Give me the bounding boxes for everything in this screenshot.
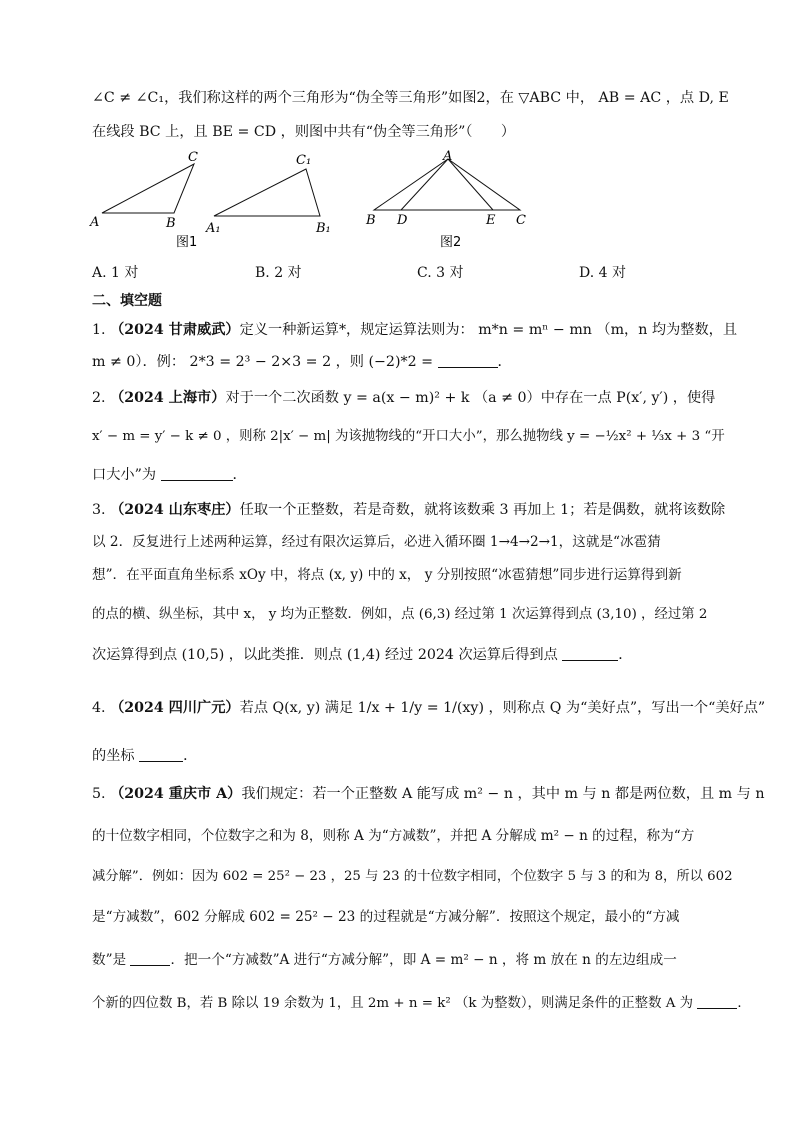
question-2-line-1 — [92, 388, 716, 408]
question-3-line-1 — [92, 500, 726, 520]
question-1-text-2: m ≠ 0）．例： 2*3 = 2³ − 2×3 = 2 ，则 (−2)*2 = — [92, 354, 433, 370]
question-5-line-6 — [92, 993, 751, 1014]
question-2-answer-blank[interactable] — [161, 465, 233, 481]
question-3-text-6: ． — [618, 647, 633, 663]
triangle-figures-svg — [88, 148, 548, 258]
question-1-text-3: ． — [497, 354, 512, 370]
segment-ae — [448, 159, 493, 210]
question-1-line-2 — [92, 352, 712, 372]
question-1-text-1: 定义一种新运算*，规定运算法则为： m*n = mⁿ − mn （m，n 均为整数，且 — [239, 322, 738, 338]
question-2-text-3: 口大小”为 — [92, 467, 157, 483]
question-3-number: 3. — [92, 502, 106, 518]
question-3-line-3: 想”．在平面直角坐标系 xOy 中，将点 (x, y) 中的 x， y 分别按照“冰雹猜想”同步进行运算得到新 — [92, 567, 682, 583]
question-2-text-2: x′ − m = y′ − k ≠ 0 ，则称 2|x′ − m| 为该抛物线的“开口大小”，那么抛物线 y = −½x² + ⅓x + 3 “开 — [92, 429, 725, 444]
question-2-text-4: ． — [232, 467, 247, 483]
fig1-caption: 图1 — [176, 235, 198, 250]
fig1-label-A: A — [90, 215, 100, 230]
question-5-text-7: 个新的四位数 B，若 B 除以 19 余数为 1，且 2m + n = k² （k 为整数），则满足条件的正整数 A 为 — [92, 996, 694, 1011]
question-4-text-2: 的坐标 — [92, 748, 135, 764]
question-5-line-3: 减分解”．例如：因为 602 = 25² − 23 ，25 与 23 的十位数字相同，个位数字 5 与 3 的和为 8，所以 602 — [92, 869, 733, 884]
triangle-abc — [102, 164, 194, 213]
fig1b-label-B1: B₁ — [316, 221, 331, 236]
question-3-line-2: 以 2．反复进行上述两种运算，经过有限次运算后，必进入循环圈 1→4→2→1，这就是“冰雹猜 — [92, 534, 661, 550]
question-5-number: 5. — [92, 786, 106, 802]
fig1-label-C: C — [188, 150, 198, 165]
question-3-text-1: 任取一个正整数，若是奇数，就将该数乘 3 再加上 1；若是偶数，就将该数除 — [239, 502, 726, 518]
question-5-line-2: 的十位数字相同，个位数字之和为 8，则称 A 为“方减数”，并把 A 分解成 m² − n 的过程，称为“方 — [92, 828, 695, 844]
question-5-text-6: ．把一个“方减数”A 进行“方减分解”，即 A = m² − n ，将 m 放在 n 的左边组成一 — [170, 952, 677, 968]
option-d[interactable]: D. 4 对 — [579, 265, 626, 281]
fig2-label-C: C — [516, 213, 526, 228]
question-5-answer-blank-2[interactable] — [697, 993, 737, 1009]
question-5-text-5: 数”是 — [92, 952, 127, 968]
fig2-label-D: D — [397, 213, 408, 228]
question-4-line-2 — [92, 746, 712, 766]
question-2-text-1: 对于一个二次函数 y = a(x − m)² + k （a ≠ 0）中存在一点 P(x′, y′) ，使得 — [225, 390, 716, 406]
question-4-number: 4. — [92, 700, 106, 716]
question-4-text-1: 若点 Q(x, y) 满足 1/x + 1/y = 1/(xy) ，则称点 Q 为“美好点”，写出一个“美好点” — [239, 700, 766, 716]
question-5-line-1 — [92, 784, 765, 804]
question-3-text-5: 次运算得到点 (10,5) ，以此类推．则点 (1,4) 经过 2024 次运算后得到点 — [92, 647, 558, 663]
question-2-line-3 — [92, 465, 712, 485]
segment-ad — [401, 159, 448, 210]
question-1-line-1 — [92, 320, 738, 340]
answer-options — [92, 262, 712, 282]
question-3-source: （2024 山东枣庄） — [110, 502, 240, 518]
question-5-line-5 — [92, 950, 712, 970]
intro-line-1: ∠C ≠ ∠C₁，我们称这样的两个三角形为“伪全等三角形”如图2，在 ▽ABC 中， AB = AC ，点 D, E — [92, 90, 729, 106]
question-2-source: （2024 上海市） — [110, 390, 226, 406]
question-1-source: （2024 甘肃威武） — [110, 322, 240, 338]
option-b[interactable]: B. 2 对 — [255, 265, 302, 281]
question-3-answer-blank[interactable] — [562, 645, 618, 661]
fig1b-label-C1: C₁ — [296, 153, 312, 168]
fig1b-label-A1: A₁ — [206, 221, 221, 236]
question-5-line-4: 是“方减数”，602 分解成 602 = 25² − 23 的过程就是“方减分解”．按照这个规定，最小的“方减 — [92, 909, 680, 925]
fig2-label-A: A — [443, 149, 453, 164]
section-title: 二、填空题 — [92, 293, 162, 309]
fig2-label-E: E — [486, 213, 496, 228]
question-4-source: （2024 四川广元） — [110, 700, 240, 716]
question-3-line-4: 的点的横、纵坐标，其中 x， y 均为正整数．例如，点 (6,3) 经过第 1 次运算得到点 (3,10) ，经过第 2 — [92, 607, 708, 622]
fig2-label-B: B — [366, 213, 376, 228]
question-4-line-1 — [92, 698, 766, 718]
option-c[interactable]: C. 3 对 — [417, 265, 464, 281]
fig1-label-B: B — [166, 216, 176, 231]
question-5-text-8: ． — [737, 996, 751, 1011]
question-1-number: 1. — [92, 322, 106, 338]
triangle-a1b1c1 — [214, 169, 320, 216]
question-1-answer-blank[interactable] — [438, 352, 498, 368]
question-2-line-2 — [92, 427, 725, 447]
question-3-line-5 — [92, 645, 712, 665]
question-4-answer-blank[interactable] — [139, 746, 183, 762]
question-5-text-1: 我们规定：若一个正整数 A 能写成 m² − n ，其中 m 与 n 都是两位数，且 m 与 n — [241, 786, 765, 802]
intro-line-2: 在线段 BC 上，且 BE = CD ，则图中共有“伪全等三角形”（ ） — [92, 124, 516, 140]
fig2-caption: 图2 — [440, 235, 462, 250]
option-a[interactable]: A. 1 对 — [92, 265, 139, 281]
question-5-answer-blank-1[interactable] — [130, 950, 170, 966]
question-4-text-3: ． — [183, 748, 198, 764]
triangle-abc-fig2 — [374, 159, 520, 210]
question-2-number: 2. — [92, 390, 106, 406]
triangle-figures — [88, 148, 548, 258]
question-5-source: （2024 重庆市 A） — [110, 786, 242, 802]
